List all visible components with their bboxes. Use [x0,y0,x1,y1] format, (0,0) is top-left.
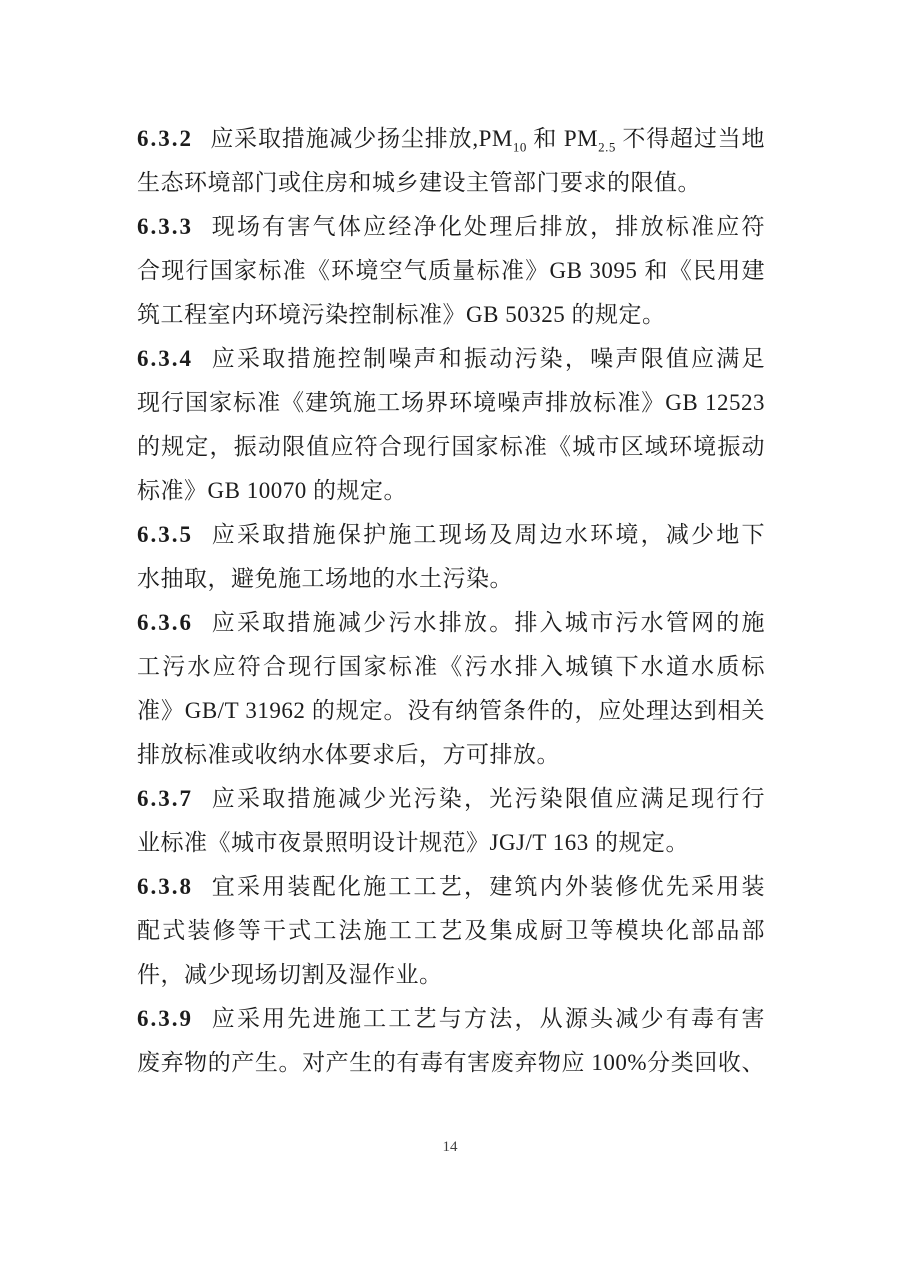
text-line: 现行国家标准《建筑施工场界环境噪声排放标准》GB 12523 [137,390,765,415]
subscript: 2.5 [598,139,616,155]
text-line: 6.3.5 应采取措施保护施工现场及周边水环境，减少地下 [137,522,765,547]
text-line: 废弃物的产生。对产生的有毒有害废弃物应 100%分类回收、 [137,1050,765,1075]
text-line: 的规定，振动限值应符合现行国家标准《城市区域环境振动 [137,434,765,459]
clause-number: 6.3.9 [137,1006,193,1031]
clause [137,337,765,513]
clause [137,777,765,865]
text-line: 6.3.7 应采取措施减少光污染，光污染限值应满足现行行 [137,786,765,811]
text-line: 准》GB/T 31962 的规定。没有纳管条件的，应处理达到相关 [137,698,765,723]
text-line: 6.3.3 现场有害气体应经净化处理后排放，排放标准应符 [137,214,765,239]
clause-number: 6.3.5 [137,522,193,547]
clause [137,997,765,1085]
clause-number: 6.3.2 [137,126,193,151]
text-line: 生态环境部门或住房和城乡建设主管部门要求的限值。 [137,170,701,195]
page-number: 14 [442,1139,458,1155]
text-line: 件，减少现场切割及湿作业。 [137,962,443,987]
clause-list [137,117,765,1085]
subscript: 10 [512,139,527,155]
clause [137,205,765,337]
text-line: 配式装修等干式工法施工工艺及集成厨卫等模块化部品部 [137,918,765,943]
clause-number: 6.3.7 [137,786,193,811]
clause-number: 6.3.8 [137,874,193,899]
text-line: 6.3.6 应采取措施减少污水排放。排入城市污水管网的施 [137,610,765,635]
text-line: 工污水应符合现行国家标准《污水排入城镇下水道水质标 [137,654,765,679]
page-footer [0,1138,900,1156]
text-line: 合现行国家标准《环境空气质量标准》GB 3095 和《民用建 [137,258,765,283]
clause-number: 6.3.6 [137,610,193,635]
clause [137,117,765,205]
clause [137,513,765,601]
clause [137,601,765,777]
text-line: 业标准《城市夜景照明设计规范》JGJ/T 163 的规定。 [137,830,690,855]
text-line: 水抽取，避免施工场地的水土污染。 [137,566,513,591]
text-line: 筑工程室内环境污染控制标准》GB 50325 的规定。 [137,302,666,327]
clause [137,865,765,997]
text-line: 6.3.2 应采取措施减少扬尘排放$,PM_{10}$ 和 $PM_{2.5}$ 不得超过当地 [137,126,765,155]
text-line: 6.3.8 宜采用装配化施工工艺，建筑内外装修优先采用装 [137,874,765,899]
text-line: 6.3.9 应采用先进施工工艺与方法，从源头减少有毒有害 [137,1006,765,1031]
text-line: 标准》GB 10070 的规定。 [137,478,407,503]
clause-number: 6.3.3 [137,214,193,239]
clause-number: 6.3.4 [137,346,193,371]
text-line: 排放标准或收纳水体要求后，方可排放。 [137,742,560,767]
text-line: 6.3.4 应采取措施控制噪声和振动污染，噪声限值应满足 [137,346,765,371]
